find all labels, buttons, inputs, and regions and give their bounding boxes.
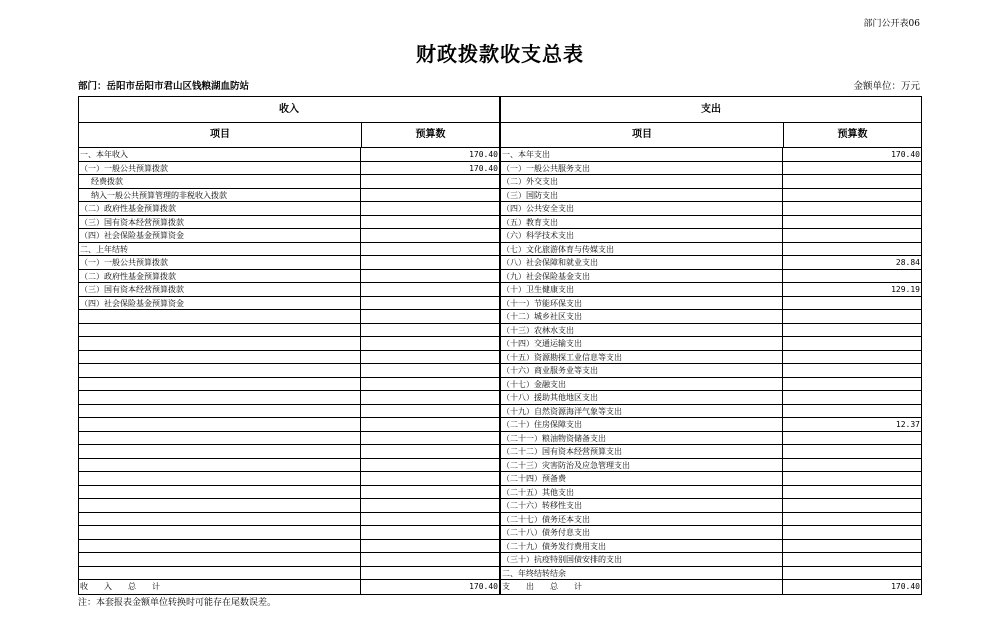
table-row <box>79 243 499 257</box>
table-row <box>79 378 499 392</box>
income-item-cell: （一）一般公共预算拨款 <box>79 162 361 175</box>
income-budget-cell: 170.40 <box>469 150 498 159</box>
table-row <box>79 310 499 324</box>
table-row <box>501 351 921 365</box>
table-row <box>501 378 921 392</box>
table-row <box>501 202 921 216</box>
expense-budget-cell <box>783 526 921 539</box>
table-row <box>501 337 921 351</box>
expense-budget-cell <box>783 472 921 485</box>
table-row <box>79 472 499 486</box>
income-budget-cell: 170.40 <box>469 163 498 173</box>
expense-item-cell: 一、本年支出 <box>501 148 783 161</box>
income-item-cell: （四）社会保险基金预算资金 <box>79 297 361 310</box>
table-row <box>501 405 921 419</box>
expense-budget-cell <box>783 189 921 202</box>
expense-budget-cell <box>783 405 921 418</box>
expense-item-cell: （二十）住房保障支出 <box>501 418 783 431</box>
income-item-cell: （二）政府性基金预算拨款 <box>79 202 361 215</box>
income-budget-cell <box>361 283 499 296</box>
table-row <box>79 567 499 581</box>
expense-item-cell: （七）文化旅游体育与传媒支出 <box>501 243 783 256</box>
income-item-cell <box>79 391 361 404</box>
expense-budget-cell <box>783 364 921 377</box>
table-row <box>79 297 499 311</box>
expense-budget-cell <box>783 567 921 580</box>
income-item-cell: 经费拨款 <box>79 175 361 188</box>
expense-budget-cell <box>783 378 921 391</box>
table-row <box>79 148 499 162</box>
expense-item-cell: （二十三）灾害防治及应急管理支出 <box>501 459 783 472</box>
expense-item-cell: （二十一）粮油物资储备支出 <box>501 432 783 445</box>
table-row <box>501 283 921 297</box>
table-row <box>501 445 921 459</box>
table-row <box>501 364 921 378</box>
expense-col-item: 项目 <box>501 123 784 147</box>
table-row <box>501 499 921 513</box>
table-row <box>501 162 921 176</box>
table-row <box>79 202 499 216</box>
income-budget-cell <box>361 540 499 553</box>
income-budget-cell <box>361 567 499 580</box>
table-row <box>79 553 499 567</box>
table-row <box>501 310 921 324</box>
income-item-cell: （四）社会保险基金预算资金 <box>79 229 361 242</box>
income-item-cell: （二）政府性基金预算拨款 <box>79 270 361 283</box>
expense-budget-cell <box>783 229 921 242</box>
income-budget-cell <box>361 216 499 229</box>
expense-item-cell: （一）一般公共服务支出 <box>501 162 783 175</box>
expense-budget-cell <box>783 324 921 337</box>
expense-budget-cell: 28.84 <box>895 258 920 267</box>
table-row <box>501 526 921 540</box>
income-budget-cell <box>361 553 499 566</box>
income-budget-cell <box>361 310 499 323</box>
table-row <box>501 459 921 473</box>
table-row <box>501 418 921 432</box>
expense-item-cell: （十八）援助其他地区支出 <box>501 391 783 404</box>
expense-budget-cell <box>783 310 921 323</box>
table-row <box>79 216 499 230</box>
income-total-row <box>79 580 499 594</box>
income-budget-cell <box>361 526 499 539</box>
expense-item-cell: （八）社会保障和就业支出 <box>501 256 783 269</box>
table-row <box>79 351 499 365</box>
expense-item-cell: （三）国防支出 <box>501 189 783 202</box>
income-total-label: 收 入 总 计 <box>79 580 361 594</box>
income-item-cell <box>79 526 361 539</box>
department-label: 部门：岳阳市岳阳市君山区钱粮湖血防站 <box>78 81 250 92</box>
page-title: 财政拨款收支总表 <box>416 42 584 66</box>
expense-item-cell: （十七）金融支出 <box>501 378 783 391</box>
expense-item-cell: （十）卫生健康支出 <box>501 283 783 296</box>
expense-budget-cell <box>783 243 921 256</box>
income-item-cell <box>79 445 361 458</box>
table-row <box>501 216 921 230</box>
expense-budget-cell <box>783 513 921 526</box>
expense-item-cell: （二十七）债务还本支出 <box>501 513 783 526</box>
income-item-cell <box>79 432 361 445</box>
expense-item-cell: （十四）交通运输支出 <box>501 337 783 350</box>
table-row <box>501 513 921 527</box>
table-row <box>501 391 921 405</box>
income-budget-cell <box>361 472 499 485</box>
table-row <box>79 486 499 500</box>
income-section <box>78 96 500 595</box>
income-budget-cell <box>361 432 499 445</box>
income-rows <box>79 148 499 594</box>
expense-item-cell: （二十二）国有资本经营预算支出 <box>501 445 783 458</box>
income-item-cell <box>79 540 361 553</box>
income-item-cell <box>79 405 361 418</box>
table-row <box>79 270 499 284</box>
income-item-cell <box>79 553 361 566</box>
table-row <box>501 229 921 243</box>
table-row <box>79 324 499 338</box>
income-budget-cell <box>361 175 499 188</box>
expense-item-cell: （十三）农林水支出 <box>501 324 783 337</box>
income-budget-cell <box>361 243 499 256</box>
income-budget-cell <box>361 297 499 310</box>
expense-budget-cell: 170.40 <box>891 150 920 159</box>
expense-budget-cell <box>783 202 921 215</box>
expense-budget-cell <box>783 216 921 229</box>
table-row <box>501 148 921 162</box>
income-budget-cell <box>361 445 499 458</box>
table-row <box>501 567 921 581</box>
expense-budget-cell <box>783 432 921 445</box>
income-column-headers <box>79 123 499 148</box>
income-budget-cell <box>361 256 499 269</box>
expense-budget-cell <box>783 445 921 458</box>
table-row <box>501 189 921 203</box>
expense-budget-cell <box>783 297 921 310</box>
income-budget-cell <box>361 418 499 431</box>
unit-label: 金额单位：万元 <box>853 81 920 92</box>
expense-item-cell: （四）公共安全支出 <box>501 202 783 215</box>
expense-budget-cell <box>783 162 921 175</box>
income-item-cell <box>79 324 361 337</box>
income-item-cell <box>79 364 361 377</box>
expense-budget-cell <box>783 499 921 512</box>
income-item-cell <box>79 513 361 526</box>
expense-budget-cell <box>783 391 921 404</box>
expense-header: 支出 <box>501 97 921 123</box>
expense-item-cell: （二十六）转移性支出 <box>501 499 783 512</box>
income-budget-cell <box>361 459 499 472</box>
expense-item-cell: 二、年终结转结余 <box>501 567 783 580</box>
expense-item-cell: （六）科学技术支出 <box>501 229 783 242</box>
table-row <box>79 499 499 513</box>
expense-item-cell: （二十九）债务发行费用支出 <box>501 540 783 553</box>
expense-total-label: 支 出 总 计 <box>501 580 783 594</box>
income-budget-cell <box>361 337 499 350</box>
income-col-budget: 预算数 <box>415 129 446 140</box>
expense-budget-cell <box>783 459 921 472</box>
expense-item-cell: （十九）自然资源海洋气象等支出 <box>501 405 783 418</box>
income-budget-cell <box>361 405 499 418</box>
income-budget-cell <box>361 270 499 283</box>
table-row <box>79 283 499 297</box>
income-item-cell: 一、本年收入 <box>79 148 361 161</box>
table-row <box>501 324 921 338</box>
expense-budget-cell <box>783 486 921 499</box>
income-budget-cell <box>361 378 499 391</box>
expense-item-cell: （三十）抗疫特别国债安排的支出 <box>501 553 783 566</box>
expense-section <box>500 96 922 595</box>
income-budget-cell <box>361 202 499 215</box>
table-row <box>79 405 499 419</box>
income-budget-cell <box>361 351 499 364</box>
expense-item-cell: （十五）资源勘探工业信息等支出 <box>501 351 783 364</box>
expense-item-cell: （九）社会保险基金支出 <box>501 270 783 283</box>
table-row <box>501 540 921 554</box>
income-item-cell <box>79 418 361 431</box>
table-row <box>79 337 499 351</box>
income-total-value: 170.40 <box>469 582 498 591</box>
expense-item-cell: （二十五）其他支出 <box>501 486 783 499</box>
income-budget-cell <box>361 513 499 526</box>
table-row <box>501 472 921 486</box>
expense-item-cell: （十六）商业服务业等支出 <box>501 364 783 377</box>
income-header: 收入 <box>79 97 499 123</box>
income-budget-cell <box>361 364 499 377</box>
table-row <box>79 162 499 176</box>
expense-rows <box>501 148 921 594</box>
form-number: 部门公开表06 <box>863 19 920 29</box>
income-budget-cell <box>361 499 499 512</box>
income-col-item: 项目 <box>79 123 362 147</box>
table-row <box>79 459 499 473</box>
income-budget-cell <box>361 189 499 202</box>
footnote: 注：本套报表金额单位转换时可能存在尾数误差。 <box>78 598 277 608</box>
table-row <box>501 175 921 189</box>
income-item-cell: 二、上年结转 <box>79 243 361 256</box>
income-item-cell <box>79 337 361 350</box>
table-row <box>501 256 921 270</box>
table-row <box>79 540 499 554</box>
expense-item-cell: （二十四）预备费 <box>501 472 783 485</box>
expense-total-row <box>501 580 921 594</box>
income-item-cell <box>79 351 361 364</box>
expense-budget-cell <box>783 337 921 350</box>
income-item-cell: （一）一般公共预算拨款 <box>79 256 361 269</box>
table-row <box>79 526 499 540</box>
expense-budget-cell <box>783 351 921 364</box>
table-row <box>501 243 921 257</box>
table-row <box>501 297 921 311</box>
income-budget-cell <box>361 324 499 337</box>
expense-item-cell: （十一）节能环保支出 <box>501 297 783 310</box>
table-row <box>501 270 921 284</box>
income-item-cell <box>79 472 361 485</box>
expense-item-cell: （十二）城乡社区支出 <box>501 310 783 323</box>
expense-budget-cell: 12.37 <box>895 420 920 429</box>
table-row <box>79 229 499 243</box>
table-row <box>79 189 499 203</box>
income-budget-cell <box>361 229 499 242</box>
income-item-cell <box>79 567 361 580</box>
expense-item-cell: （五）教育支出 <box>501 216 783 229</box>
income-item-cell <box>79 378 361 391</box>
income-item-cell <box>79 459 361 472</box>
table-row <box>501 553 921 567</box>
expense-total-value: 170.40 <box>891 582 920 591</box>
table-row <box>79 175 499 189</box>
income-budget-cell <box>361 391 499 404</box>
expense-budget-cell <box>783 270 921 283</box>
expense-budget-cell: 129.19 <box>891 285 920 294</box>
expense-budget-cell <box>783 175 921 188</box>
expense-budget-cell <box>783 553 921 566</box>
expense-col-budget: 预算数 <box>837 129 868 140</box>
expense-item-cell: （二）外交支出 <box>501 175 783 188</box>
table-row <box>79 391 499 405</box>
income-item-cell <box>79 486 361 499</box>
income-item-cell: 纳入一般公共预算管理的非税收入拨款 <box>79 189 361 202</box>
income-budget-cell <box>361 486 499 499</box>
table-row <box>501 486 921 500</box>
table-row <box>79 513 499 527</box>
income-item-cell <box>79 499 361 512</box>
table-row <box>501 432 921 446</box>
income-item-cell: （三）国有资本经营预算拨款 <box>79 283 361 296</box>
expense-item-cell: （二十八）债务付息支出 <box>501 526 783 539</box>
income-item-cell: （三）国有资本经营预算拨款 <box>79 216 361 229</box>
expense-column-headers <box>501 123 921 148</box>
table-row <box>79 432 499 446</box>
expense-budget-cell <box>783 540 921 553</box>
table-row <box>79 364 499 378</box>
table-row <box>79 418 499 432</box>
table-row <box>79 445 499 459</box>
table-row <box>79 256 499 270</box>
income-item-cell <box>79 310 361 323</box>
